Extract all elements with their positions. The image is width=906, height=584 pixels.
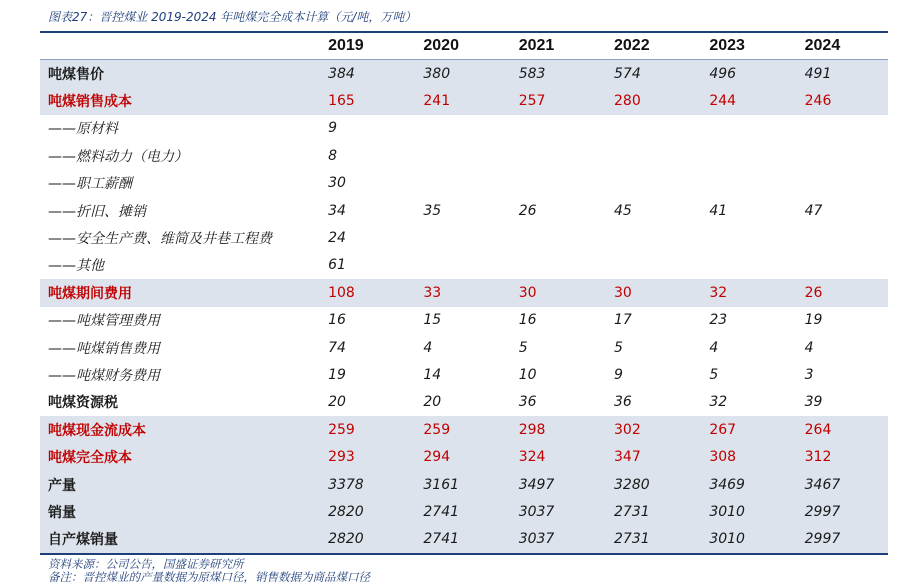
value-cell: 3469 [697, 471, 792, 498]
table-row [40, 197, 888, 224]
value-cell: 3497 [507, 471, 602, 498]
row-label: ——安全生产费、维简及井巷工程费 [48, 231, 272, 248]
value-cell: 246 [793, 87, 888, 114]
value-cell: 2820 [316, 526, 411, 553]
table-row [40, 170, 888, 197]
value-cell: 280 [602, 87, 697, 114]
value-cell: 302 [602, 416, 697, 443]
value-cell [697, 252, 792, 279]
value-cell: 298 [507, 416, 602, 443]
row-label: ——其他 [48, 258, 104, 275]
row-label: 吨煤现金流成本 [40, 416, 316, 443]
value-cell [697, 142, 792, 169]
value-cell: 3467 [793, 471, 888, 498]
value-cell [793, 142, 888, 169]
row-label: ——吨煤销售费用 [48, 340, 160, 357]
table-row [40, 60, 888, 88]
table-row [40, 224, 888, 251]
table-row [40, 307, 888, 334]
row-label: 吨煤售价 [40, 60, 316, 88]
value-cell: 33 [411, 279, 506, 306]
value-cell: 324 [507, 443, 602, 470]
table-row [40, 443, 888, 470]
header-blank-cell [40, 33, 316, 60]
value-cell: 61 [328, 257, 346, 274]
value-cell: 3010 [697, 498, 792, 525]
value-cell: 19 [328, 366, 346, 383]
value-cell [697, 115, 792, 142]
value-cell: 47 [804, 202, 823, 219]
value-cell: 244 [697, 87, 792, 114]
value-cell: 4 [804, 339, 814, 356]
value-cell: 30 [328, 175, 346, 192]
value-cell: 9 [328, 120, 337, 137]
value-cell [602, 224, 697, 251]
table-row [40, 361, 888, 388]
value-cell: 9 [614, 366, 623, 383]
table-body [40, 60, 888, 554]
value-cell: 24 [328, 230, 346, 247]
row-label: 吨煤销售成本 [40, 87, 316, 114]
value-cell: 36 [614, 394, 632, 411]
value-cell [411, 224, 506, 251]
value-cell: 36 [518, 394, 537, 411]
value-cell [507, 224, 602, 251]
value-cell: 5 [614, 339, 623, 356]
value-cell: 32 [697, 279, 792, 306]
row-label: 自产煤销量 [40, 526, 316, 553]
value-cell: 2741 [411, 498, 506, 525]
table-row [40, 526, 888, 553]
value-cell [602, 142, 697, 169]
value-cell [697, 170, 792, 197]
value-cell: 30 [602, 279, 697, 306]
value-cell: 267 [697, 416, 792, 443]
value-cell: 15 [423, 312, 442, 329]
value-cell: 384 [316, 60, 411, 88]
value-cell: 241 [411, 87, 506, 114]
value-cell: 2741 [411, 526, 506, 553]
value-cell: 14 [423, 366, 442, 383]
value-cell: 2997 [793, 498, 888, 525]
value-cell [507, 252, 602, 279]
row-label: ——吨煤财务费用 [48, 367, 160, 384]
value-cell: 496 [697, 60, 792, 88]
value-cell: 35 [423, 202, 442, 219]
value-cell: 16 [328, 312, 346, 329]
value-cell: 293 [316, 443, 411, 470]
value-cell: 380 [411, 60, 506, 88]
year-header: 2023 [697, 33, 792, 60]
value-cell: 20 [423, 394, 442, 411]
value-cell: 4 [709, 339, 719, 356]
value-cell: 16 [518, 312, 537, 329]
table-row [40, 279, 888, 306]
row-label: 产量 [40, 471, 316, 498]
year-header: 2021 [507, 33, 602, 60]
value-cell: 308 [697, 443, 792, 470]
value-cell: 259 [411, 416, 506, 443]
year-header: 2024 [793, 33, 888, 60]
value-cell: 2997 [793, 526, 888, 553]
row-label: 吨煤资源税 [48, 395, 118, 412]
value-cell: 74 [328, 339, 346, 356]
value-cell: 30 [507, 279, 602, 306]
row-label: ——折旧、摊销 [48, 203, 146, 220]
row-label: 吨煤期间费用 [40, 279, 316, 306]
row-label: 吨煤完全成本 [40, 443, 316, 470]
value-cell [507, 142, 602, 169]
table-row [40, 416, 888, 443]
value-cell: 2820 [316, 498, 411, 525]
value-cell: 3378 [316, 471, 411, 498]
table-caption: 图表27：晋控煤业 2019-2024 年吨煤完全成本计算（元/吨，万吨） [48, 10, 417, 24]
value-cell: 32 [709, 394, 728, 411]
table-row [40, 142, 888, 169]
bottom-rule [40, 553, 888, 555]
value-cell: 3037 [507, 498, 602, 525]
value-cell [793, 115, 888, 142]
value-cell: 257 [507, 87, 602, 114]
value-cell [411, 170, 506, 197]
value-cell: 45 [614, 202, 632, 219]
value-cell: 312 [793, 443, 888, 470]
value-cell [411, 142, 506, 169]
table-row [40, 389, 888, 416]
table-row [40, 87, 888, 114]
value-cell: 41 [709, 202, 728, 219]
value-cell: 2731 [602, 498, 697, 525]
value-cell: 294 [411, 443, 506, 470]
coal-cost-table [40, 33, 888, 553]
value-cell: 5 [709, 366, 719, 383]
value-cell: 583 [507, 60, 602, 88]
value-cell [507, 115, 602, 142]
row-label: ——职工薪酬 [48, 176, 132, 193]
remark-note: 备注：晋控煤业的产量数据为原煤口径，销售数据为商品煤口径 [48, 570, 370, 584]
table-row [40, 115, 888, 142]
value-cell [793, 170, 888, 197]
value-cell: 34 [328, 202, 346, 219]
value-cell: 264 [793, 416, 888, 443]
value-cell: 3161 [411, 471, 506, 498]
value-cell: 10 [518, 366, 537, 383]
row-label: ——燃料动力（电力） [48, 148, 188, 165]
year-header: 2022 [602, 33, 697, 60]
value-cell: 3280 [602, 471, 697, 498]
value-cell: 574 [602, 60, 697, 88]
table-row [40, 471, 888, 498]
value-cell [697, 224, 792, 251]
value-cell: 2731 [602, 526, 697, 553]
value-cell [793, 224, 888, 251]
table-row [40, 334, 888, 361]
value-cell: 5 [518, 339, 528, 356]
value-cell [411, 252, 506, 279]
header-row [40, 33, 888, 60]
row-label: 销量 [40, 498, 316, 525]
value-cell: 491 [793, 60, 888, 88]
value-cell: 19 [804, 312, 823, 329]
value-cell [602, 115, 697, 142]
value-cell: 3010 [697, 526, 792, 553]
value-cell: 17 [614, 312, 632, 329]
source-note: 资料来源：公司公告，国盛证券研究所 [48, 557, 244, 571]
value-cell: 3 [804, 366, 814, 383]
value-cell: 259 [316, 416, 411, 443]
value-cell: 26 [518, 202, 537, 219]
value-cell: 39 [804, 394, 823, 411]
value-cell [602, 252, 697, 279]
year-header: 2019 [316, 33, 411, 60]
value-cell: 4 [423, 339, 433, 356]
value-cell [411, 115, 506, 142]
value-cell [507, 170, 602, 197]
value-cell [602, 170, 697, 197]
value-cell: 26 [793, 279, 888, 306]
value-cell: 347 [602, 443, 697, 470]
table-row [40, 498, 888, 525]
value-cell: 3037 [507, 526, 602, 553]
value-cell [793, 252, 888, 279]
value-cell: 108 [316, 279, 411, 306]
value-cell: 165 [316, 87, 411, 114]
row-label: ——原材料 [48, 121, 118, 138]
value-cell: 23 [709, 312, 728, 329]
value-cell: 20 [328, 394, 346, 411]
row-label: ——吨煤管理费用 [48, 313, 160, 330]
table-row [40, 252, 888, 279]
value-cell: 8 [328, 147, 337, 164]
year-header: 2020 [411, 33, 506, 60]
